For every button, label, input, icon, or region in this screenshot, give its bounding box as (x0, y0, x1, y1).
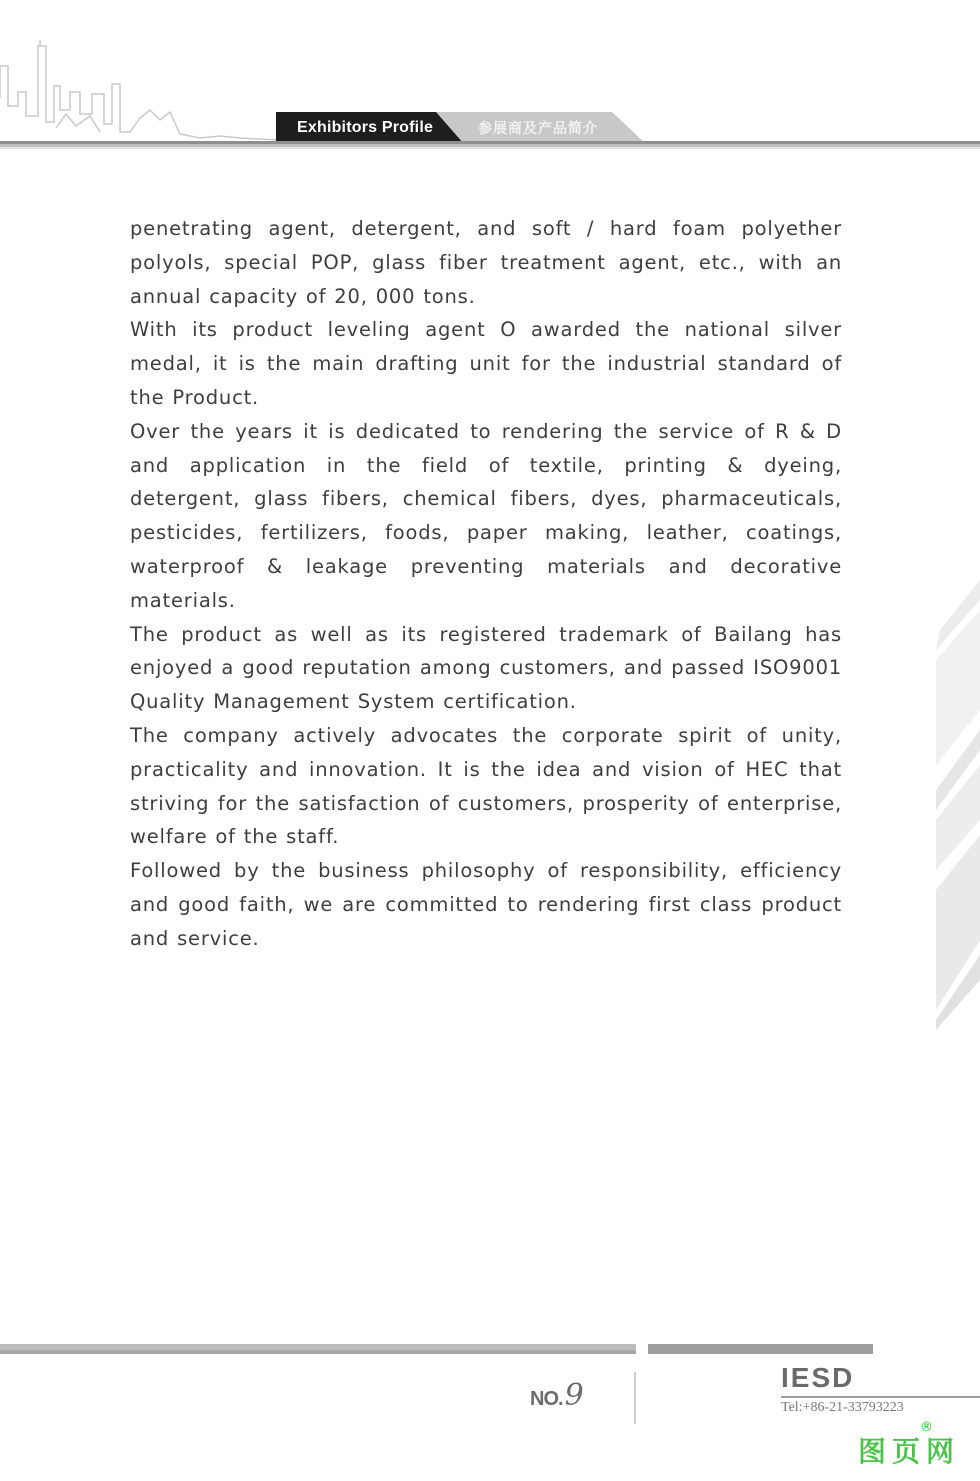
paragraph: The product as well as its registered trademark of Bailang has enjoyed a good reputation among customers, and passed ISO9001 Quality Management System certification. (130, 622, 842, 714)
right-edge-decoration (930, 560, 980, 1040)
brand-logo-text: IESD (781, 1362, 855, 1393)
paragraph: With its product leveling agent O awarded the national silver medal, it is the main drafting unit for the industrial standard of the Product. (130, 318, 842, 409)
tab-chinese-title: 参展商及产品简介 (478, 121, 598, 137)
page-number-label: NO. (530, 1388, 563, 1410)
page-number (530, 1378, 584, 1413)
paragraph: Followed by the business philosophy of responsibility, efficiency and good faith, we are committed to rendering first class product and service. (130, 859, 842, 950)
page-number-value: 9 (564, 1378, 584, 1413)
watermark-logo: 图页网 (858, 1435, 961, 1468)
paragraph: Over the years it is dedicated to rendering the service of R & D and application in the field of textile, printing & dyeing, detergent, glass fibers, chemical fibers, dyes, pharmaceuticals, pesticides, fertilizers, foods, paper making, leather, coatings, waterproof & leakage preventing materials and decorative materials. (130, 419, 842, 612)
registered-mark: ® (920, 1420, 933, 1435)
tab-exhibitors-profile: Exhibitors Profile (297, 119, 434, 136)
paragraph: penetrating agent, detergent, and soft / hard foam polyether polyols, special POP, glass fiber treatment agent, etc., with an annual capacity of 20, 000 tons. (130, 217, 842, 308)
body-text (130, 212, 842, 956)
paragraph: The company actively advocates the corporate spirit of unity, practicality and innovation. It is the idea and vision of HEC that striving for the satisfaction of customers, prosperity of enterprise, welfare of the staff. (130, 723, 842, 849)
header-rule (0, 141, 980, 151)
contact-tel: Tel:+86-21-33793223 (781, 1400, 904, 1415)
footer-divider (634, 1372, 636, 1424)
skyline-decoration (0, 40, 280, 150)
brand-underline (781, 1396, 980, 1398)
